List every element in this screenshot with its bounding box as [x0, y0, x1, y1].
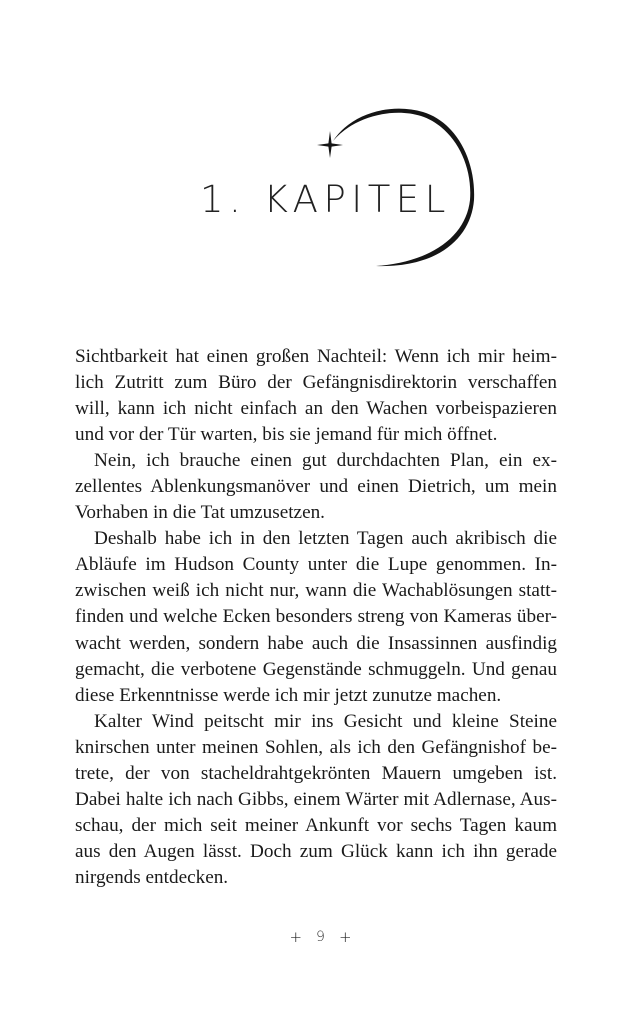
text-line: trete, der von stacheldrahtgekrönten Mauern umgeben ist. [75, 762, 557, 784]
page-footer [0, 928, 641, 946]
text-line: zwischen weiß ich nicht nur, wann die Wachablösungen statt- [75, 580, 557, 602]
text-line: will, kann ich nicht einfach an den Wachen vorbeispazieren [75, 398, 557, 420]
text-line: diese Erkenntnisse werde ich mir jetzt zunutze machen. [75, 684, 502, 706]
text-line: aus den Augen lässt. Doch zum Glück kann ich ihn gerade [75, 840, 557, 862]
footer-left-ornament-icon: + [289, 928, 303, 946]
text-line: und vor der Tür warten, bis sie jemand für mich öffnet. [75, 424, 498, 446]
text-line: knirschen unter meinen Sohlen, als ich den Gefängnishof be- [75, 736, 557, 758]
star-arc-ornament-icon [0, 0, 641, 300]
text-line: finden und welche Ecken besonders streng von Kameras über- [75, 606, 557, 628]
footer-right-ornament-icon: + [338, 928, 352, 946]
text-line: zellentes Ablenkungsmanöver und einen Dietrich, um mein [75, 476, 557, 498]
text-line: Dabei halte ich nach Gibbs, einem Wärter mit Adlernase, Aus- [75, 788, 557, 810]
text-line: schau, der mich seit meiner Ankunft vor sechs Tagen kaum [75, 814, 557, 836]
text-line: wacht werden, sondern habe auch die Insassinnen ausfindig [75, 632, 557, 654]
text-line: Vorhaben in die Tat umzusetzen. [75, 502, 325, 524]
page-number: 9 [316, 929, 325, 945]
paragraph-first-line: Kalter Wind peitscht mir ins Gesicht und kleine Steine [94, 710, 557, 732]
text-line: Sichtbarkeit hat einen großen Nachteil: Wenn ich mir heim- [75, 346, 557, 367]
chapter-body-text [75, 344, 557, 891]
paragraph-first-line: Deshalb habe ich in den letzten Tagen auch akribisch die [94, 528, 557, 550]
text-line: Abläufe im Hudson County unter die Lupe genommen. In- [75, 554, 557, 576]
text-line: gemacht, die verbotene Gegenstände schmuggeln. Und genau [75, 658, 557, 680]
text-line: nirgends entdecken. [75, 866, 229, 888]
text-line: lich Zutritt zum Büro der Gefängnisdirektorin verschaffen [75, 372, 557, 394]
chapter-title: 1. KAPITEL [200, 178, 451, 221]
paragraph-first-line: Nein, ich brauche einen gut durchdachten Plan, ein ex- [94, 450, 557, 472]
